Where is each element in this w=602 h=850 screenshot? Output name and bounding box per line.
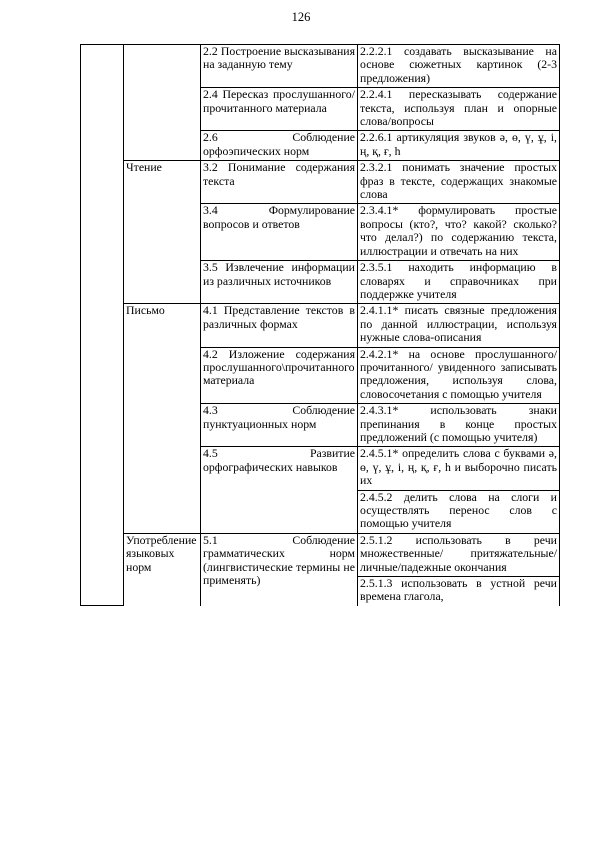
curriculum-table xyxy=(80,44,560,606)
page-number: 126 xyxy=(291,10,311,24)
subsection-cell: 4.5 Развитие орфографических навыков xyxy=(201,447,358,533)
objective-cell: 2.4.1.1* писать связные предложения по данной иллюстрации, используя нужные слова-описания xyxy=(358,304,560,347)
subsection-cell: 3.2 Понимание содержания текста xyxy=(201,161,358,204)
grade-column-cell xyxy=(81,45,124,606)
subsection-cell: 4.1 Представление текстов в различных формах xyxy=(201,304,358,347)
subsection-cell: 4.2 Изложение содержания прослушанного\прочитанного материала xyxy=(201,347,358,404)
table-row xyxy=(81,533,560,576)
objective-cell: 2.4.5.1* определить слова с буквами ә, ө, ү, ұ, і, ң, қ, ғ, һ и выборочно писать их xyxy=(358,447,560,490)
section-cell xyxy=(124,45,201,161)
objective-cell: 2.3.5.1 находить информацию в словарях и справочниках при поддержке учителя xyxy=(358,261,560,304)
subsection-cell: 2.4 Пересказ прослушанного/прочитанного материала xyxy=(201,88,358,131)
objective-cell: 2.4.2.1* на основе прослушанного/ прочитанного/ увиденного записывать предложения, используя слова, словосочетания с помощью учителя xyxy=(358,347,560,404)
section-cell: Употребление языковых норм xyxy=(124,533,201,606)
section-cell: Чтение xyxy=(124,161,201,304)
objective-cell: 2.4.3.1* использовать знаки препинания в конце простых предложений (с помощью учителя) xyxy=(358,404,560,447)
section-cell: Письмо xyxy=(124,304,201,534)
objective-cell: 2.3.4.1* формулировать простые вопросы (кто?, что? какой? сколько? что делал?) по содержанию текста, иллюстрации и отвечать на них xyxy=(358,204,560,261)
objective-cell: 2.2.6.1 артикуляция звуков ә, ө, ү, ұ, і, ң, қ, ғ, һ xyxy=(358,131,560,161)
subsection-cell: 4.3 Соблюдение пунктуационных норм xyxy=(201,404,358,447)
table-row xyxy=(81,304,560,347)
objective-cell: 2.5.1.3 использовать в устной речи времена глагола, xyxy=(358,577,560,606)
table-row xyxy=(81,45,560,88)
objective-cell: 2.3.2.1 понимать значение простых фраз в тексте, содержащих знакомые слова xyxy=(358,161,560,204)
subsection-cell: 5.1 Соблюдение грамматических норм (лингвистические термины не применять) xyxy=(201,533,358,606)
subsection-cell: 2.6 Соблюдение орфоэпических норм xyxy=(201,131,358,161)
subsection-cell: 3.5 Извлечение информации из различных источников xyxy=(201,261,358,304)
subsection-cell: 3.4 Формулирование вопросов и ответов xyxy=(201,204,358,261)
objective-cell: 2.2.2.1 создавать высказывание на основе сюжетных картинок (2-3 предложения) xyxy=(358,45,560,88)
objective-cell: 2.5.1.2 использовать в речи множественные/ притяжательные/ личные/падежные окончания xyxy=(358,533,560,576)
objective-cell: 2.4.5.2 делить слова на слоги и осуществлять перенос слов с помощью учителя xyxy=(358,490,560,533)
table-row xyxy=(81,161,560,204)
objective-cell: 2.2.4.1 пересказывать содержание текста, используя план и опорные слова/вопросы xyxy=(358,88,560,131)
subsection-cell: 2.2 Построение высказывания на заданную тему xyxy=(201,45,358,88)
